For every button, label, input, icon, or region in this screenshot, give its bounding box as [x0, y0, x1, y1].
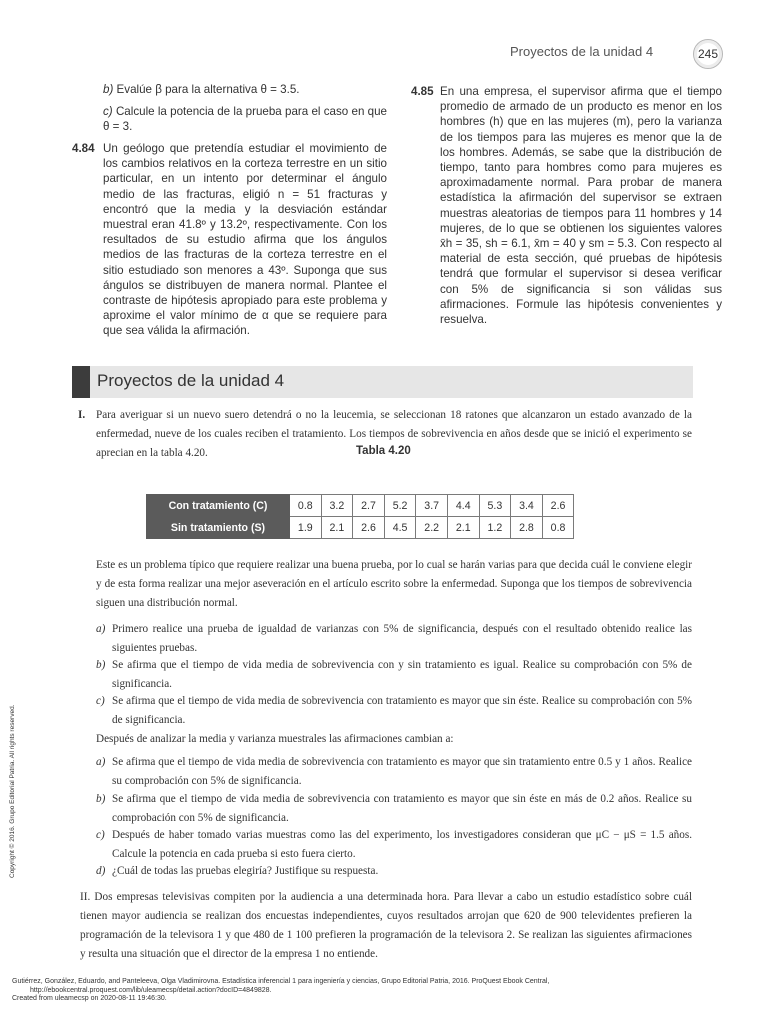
footer-url: http://ebookcentral.proquest.com/lib/uleamecsp/detail.action?docID=4849828. [30, 986, 272, 994]
table-cell: 3.2 [321, 495, 353, 517]
running-head: Proyectos de la unidad 4 [510, 44, 654, 59]
item2-c-text: Después de haber tomado varias muestras como las del experimento, los investigadores consideran que μC − μS = 1.5 años. Calcule la potencia en cada prueba si esto fuera cierto. [112, 829, 692, 860]
item-c-text: Calcule la potencia de la prueba para el caso en que θ = 3. [103, 105, 387, 134]
table-cell: 2.6 [542, 495, 574, 517]
table-cell: 0.8 [290, 495, 322, 517]
footer-citation: Gutiérrez, González, Eduardo, and Panteleeva, Olga Vladimirovna. Estadística inferencial 1 para ingeniería y ciencias, Grupo Editorial Patria, 2016. ProQuest Ebook Central, [12, 978, 550, 985]
item-b-text: Evalúe β para la alternativa θ = 3.5. [116, 83, 300, 96]
table-cell: 2.1 [321, 517, 353, 539]
item1-b-text: Se afirma que el tiempo de vida media de sobrevivencia con y sin tratamiento es igual. Realice su comprobación con 5% de significancia. [112, 659, 692, 690]
table-cell: 4.5 [384, 517, 416, 539]
table-cell: 0.8 [542, 517, 574, 539]
table-cell: 1.9 [290, 517, 322, 539]
item1-c-text: Se afirma que el tiempo de vida media de sobrevivencia con tratamiento es mayor que sin éste. Realice su comprobación con 5% de significancia. [112, 695, 692, 726]
item2-a-text: Se afirma que el tiempo de vida media de sobrevivencia con tratamiento es mayor que sin tratamiento entre 0.5 y 1 años. Realice su comprobación con 5% de significancia. [112, 756, 692, 787]
item-b-label: b) [103, 83, 114, 96]
exercise-number-4-84: 4.84 [72, 142, 95, 155]
item-b [103, 82, 387, 97]
item2-d-label: d) [96, 865, 106, 877]
section-title: Proyectos de la unidad 4 [97, 371, 285, 390]
item2-d-text: ¿Cuál de todas las pruebas elegiría? Justifique su respuesta. [112, 865, 379, 877]
table-caption: Tabla 4.20 [356, 445, 411, 457]
table-cell: 2.1 [447, 517, 479, 539]
item1-a-label: a) [96, 623, 106, 635]
table-cell: 3.4 [511, 495, 543, 517]
page-number: 245 [693, 39, 723, 69]
item-c-label: c) [103, 105, 113, 118]
footer [12, 978, 672, 1004]
data-table [146, 494, 574, 539]
table-cell: 2.7 [353, 495, 385, 517]
item1-c-label: c) [96, 695, 105, 707]
table-cell: 5.2 [384, 495, 416, 517]
table-row-con [147, 495, 574, 517]
transition-text: Después de analizar la media y varianza muestrales las afirmaciones cambian a: [96, 733, 454, 745]
table-cell: 2.2 [416, 517, 448, 539]
item1-b-label: b) [96, 659, 106, 671]
side-copyright: Copyright © 2016. Grupo Editorial Patria. All rights reserved. [9, 704, 16, 878]
item2-a-label: a) [96, 756, 106, 768]
table-row-sin [147, 517, 574, 539]
exercise-4-84-text: Un geólogo que pretendía estudiar el movimiento de los cambios relativos en la corteza terrestre en un sitio particular, en un intento por determinar el ángulo medio de las fracturas, eligió n = 51 fracturas y encontró que la media y la desviación estándar muestral eran 41.8º y 13.2º, respectivamente. Con los resultados de su estudio afirma que los ángulos medios de las fracturas de la corteza terrestre en el sitio estudiado son menores a 43º. Suponga que sus ángulos se distribuyen de manera normal. Plantee el contraste de hipótesis apropiado para este problema y aproxime el valor mínimo de α que se requiere para que sea válida la afirmación. [103, 142, 387, 338]
item2-b-label: b) [96, 793, 106, 805]
table-cell: 5.3 [479, 495, 511, 517]
project-i-intro: Para averiguar si un nuevo suero detendrá o no la leucemia, se seleccionan 18 ratones que alcanzaron un estado avanzado de la enfermedad, nueve de los cuales reciben el tratamiento. Los tiempos de sobrevivencia en años desde que se inició el experimento se aprecian en la tabla 4.20. [96, 409, 692, 459]
footer-created: Created from uleamecsp on 2020-08-11 19:46:30. [12, 995, 167, 1003]
item1-a-text: Primero realice una prueba de igualdad de varianzas con 5% de significancia, después con el resultado obtenido realice las siguientes pruebas. [112, 623, 692, 654]
item2-c-label: c) [96, 829, 105, 841]
table-cell: 1.2 [479, 517, 511, 539]
exercise-number-4-85: 4.85 [411, 85, 434, 98]
table-cell: 2.8 [511, 517, 543, 539]
table-cell: 3.7 [416, 495, 448, 517]
table-cell: 4.4 [447, 495, 479, 517]
row-header-sin: Sin tratamiento (S) [147, 517, 290, 539]
project-i-paragraph2: Este es un problema típico que requiere realizar una buena prueba, por lo cual se harán varias para que decida cuál le conviene elegir y de esta forma realizar una mejor aseveración en el artículo escrito sobre la enfermedad. Suponga que los tiempos de sobrevivencia siguen una distribución normal. [96, 559, 692, 609]
item2-b-text: Se afirma que el tiempo de vida media de sobrevivencia con tratamiento es mayor que sin éste en más de 0.2 años. Realice su comprobación con 5% de significancia. [112, 793, 692, 824]
exercise-4-85-text: En una empresa, el supervisor afirma que el tiempo promedio de armado de un producto es menor en los hombres (h) que en las mujeres (m), pero la varianza de los tiempos para las mujeres es menor que la de los hombres. Además, se sabe que la distribución de tiempo, tanto para hombres como para mujeres es aproximadamente normal. Para probar de manera estadística la afirmación del supervisor se extraen muestras aleatorias de tiempos para 11 hombres y 14 mujeres, de lo que se obtienen los siguientes valores x̄h = 35, sh = 6.1, x̄m = 40 y sm = 5.3. Con respecto al material de esta sección, qué pruebas de hipótesis tendrá que formular el supervisor si desea verificar con 5% de significancia si son válidas sus afirmaciones. Formule las hipótesis convenientes y resuelva. [440, 85, 722, 327]
project-ii-text: II. Dos empresas televisivas compiten por la audiencia a una determinada hora. Para llevar a cabo un estudio estadístico sobre cuál tienen mayor audiencia se realizan dos encuestas independientes, cuyos resultados arrojan que 620 de 900 televidentes prefieren la programación de la televisora 1 y que 480 de 1 100 prefieren la programación de la televisora 2. Se realizan las siguientes afirmaciones y resulta una situación que el director de la empresa 1 no entiende. [80, 891, 692, 960]
table-cell: 2.6 [353, 517, 385, 539]
row-header-con: Con tratamiento (C) [147, 495, 290, 517]
project-i-numeral: I. [78, 409, 86, 421]
item-c [103, 104, 387, 134]
